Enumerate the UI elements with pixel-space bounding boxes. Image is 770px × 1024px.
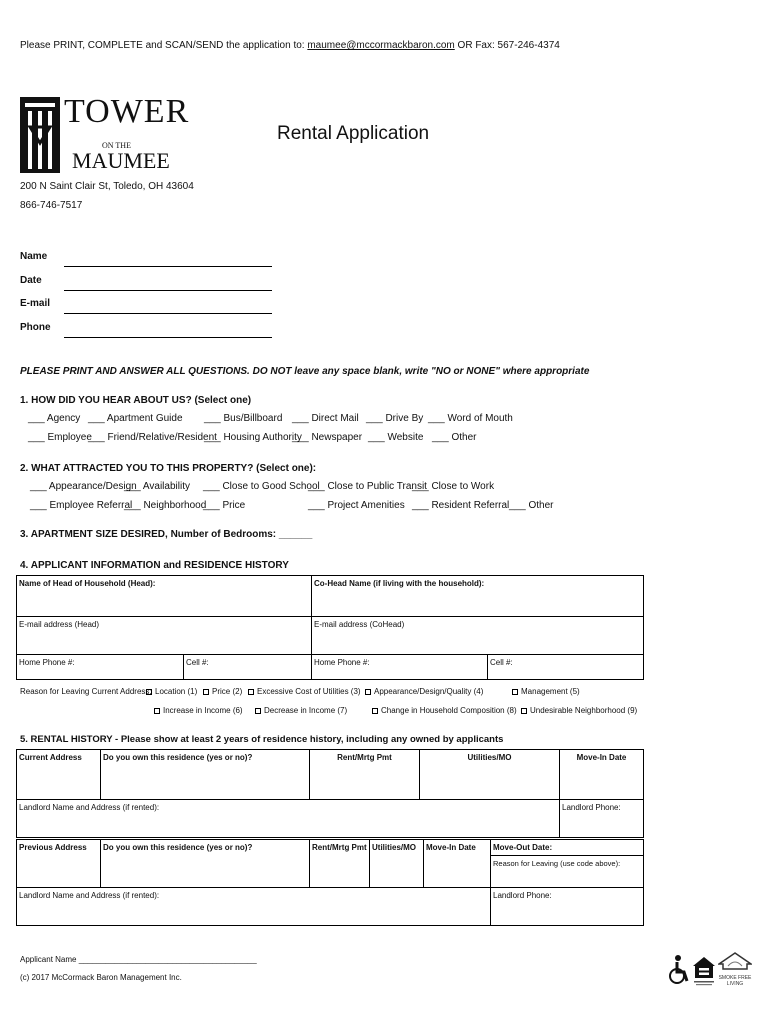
- move-in-cell[interactable]: Move-In Date: [560, 750, 644, 800]
- email-head-cell[interactable]: E-mail address (Head): [17, 617, 312, 655]
- reason-label: Reason for Leaving Current Address:: [20, 687, 152, 696]
- q2-option[interactable]: ___ Resident Referral: [412, 500, 510, 511]
- landlord-name-cell[interactable]: Landlord Name and Address (if rented):: [17, 888, 491, 926]
- date-field[interactable]: [64, 290, 272, 291]
- q1-option[interactable]: ___ Direct Mail: [292, 413, 359, 424]
- reason-option[interactable]: Appearance/Design/Quality (4): [365, 687, 483, 696]
- logo-maumee: MAUMEE: [72, 148, 170, 173]
- applicant-name-signature[interactable]: Applicant Name ________________________________________: [20, 955, 257, 964]
- head-name-cell[interactable]: Name of Head of Household (Head):: [17, 576, 312, 617]
- q1-option[interactable]: ___ Housing Authority: [204, 432, 302, 443]
- smoke-free-house-icon: [718, 952, 752, 970]
- reason-option[interactable]: Undesirable Neighborhood (9): [521, 706, 637, 715]
- q1-title: 1. HOW DID YOU HEAR ABOUT US? (Select one): [20, 395, 252, 406]
- checkbox[interactable]: [512, 689, 518, 695]
- address-street: 200 N Saint Clair St, Toledo, OH 43604: [20, 181, 194, 192]
- date-label: Date: [20, 275, 42, 286]
- home-phone-head-cell[interactable]: Home Phone #:: [17, 655, 184, 680]
- reason-option[interactable]: Change in Household Composition (8): [372, 706, 517, 715]
- q2-option[interactable]: ___ Other: [509, 500, 554, 511]
- q1-option[interactable]: ___ Word of Mouth: [428, 413, 513, 424]
- instructions: PLEASE PRINT AND ANSWER ALL QUESTIONS. DO NOT leave any space blank, write "NO or NONE" where appropriate: [20, 366, 590, 377]
- q2-option[interactable]: ___ Neighborhood: [124, 500, 207, 511]
- q2-option[interactable]: ___ Close to Work: [412, 481, 495, 492]
- copyright: (c) 2017 McCormack Baron Management Inc.: [20, 973, 182, 982]
- checkbox[interactable]: [365, 689, 371, 695]
- q1-option[interactable]: ___ Website: [368, 432, 424, 443]
- q1-option[interactable]: ___ Employee: [28, 432, 92, 443]
- own-residence-cell[interactable]: Do you own this residence (yes or no)?: [101, 840, 310, 888]
- landlord-phone-cell[interactable]: Landlord Phone:: [560, 800, 644, 838]
- page-title: Rental Application: [277, 123, 430, 144]
- q2-option[interactable]: ___ Close to Public Transit: [308, 481, 427, 492]
- q5-title: 5. RENTAL HISTORY - Please show at least 2 years of residence history, including any owned by applicants: [20, 734, 504, 745]
- reason-option[interactable]: Increase in Income (6): [154, 706, 243, 715]
- landlord-phone-cell[interactable]: Landlord Phone:: [491, 888, 644, 926]
- rent-cell[interactable]: Rent/Mrtg Pmt: [310, 750, 420, 800]
- move-in-cell[interactable]: Move-In Date: [424, 840, 491, 888]
- logo: [20, 93, 190, 175]
- rent-cell[interactable]: Rent/Mrtg Pmt: [310, 840, 370, 888]
- current-address-cell[interactable]: Current Address: [17, 750, 101, 800]
- accessibility-icon: [668, 954, 690, 986]
- q1-option[interactable]: ___ Bus/Billboard: [204, 413, 283, 424]
- move-out-cell[interactable]: [491, 840, 644, 888]
- reason-leaving-label: Reason for Leaving (use code above):: [493, 859, 621, 868]
- q2-title: 2. WHAT ATTRACTED YOU TO THIS PROPERTY? (Select one):: [20, 463, 317, 474]
- reason-option[interactable]: Management (5): [512, 687, 580, 696]
- q2-option[interactable]: ___ Close to Good School: [203, 481, 320, 492]
- q2-option[interactable]: ___ Availability: [124, 481, 190, 492]
- phone-label: Phone: [20, 322, 51, 333]
- utilities-cell[interactable]: Utilities/MO: [420, 750, 560, 800]
- previous-address-cell[interactable]: Previous Address: [17, 840, 101, 888]
- previous-address-table: [16, 839, 644, 926]
- checkbox[interactable]: [203, 689, 209, 695]
- q1-option[interactable]: ___ Friend/Relative/Resident: [88, 432, 217, 443]
- smoke-free-text-2: LIVING: [726, 981, 744, 987]
- checkbox[interactable]: [521, 708, 527, 714]
- utilities-cell[interactable]: Utilities/MO: [370, 840, 424, 888]
- checkbox[interactable]: [146, 689, 152, 695]
- checkbox[interactable]: [372, 708, 378, 714]
- move-out-label: Move-Out Date:: [491, 840, 643, 856]
- landlord-name-cell[interactable]: Landlord Name and Address (if rented):: [17, 800, 560, 838]
- q2-option[interactable]: ___ Price: [203, 500, 246, 511]
- email-label: E-mail: [20, 298, 51, 309]
- q1-option[interactable]: ___ Other: [432, 432, 477, 443]
- applicant-info-table: [16, 575, 644, 680]
- phone-field[interactable]: [64, 337, 272, 338]
- q1-option[interactable]: ___ Agency: [28, 413, 81, 424]
- reason-option[interactable]: Price (2): [203, 687, 242, 696]
- tower-logo-icon: [20, 97, 60, 173]
- reason-option[interactable]: Decrease in Income (7): [255, 706, 347, 715]
- reason-option[interactable]: Excessive Cost of Utilities (3): [248, 687, 361, 696]
- email-field[interactable]: [64, 313, 272, 314]
- checkbox[interactable]: [248, 689, 254, 695]
- cell-head-cell[interactable]: Cell #:: [184, 655, 312, 680]
- q2-option[interactable]: ___ Project Amenities: [308, 500, 405, 511]
- email-cohead-cell[interactable]: E-mail address (CoHead): [312, 617, 644, 655]
- q4-title: 4. APPLICANT INFORMATION and RESIDENCE HISTORY: [20, 560, 289, 571]
- equal-housing-icon: [692, 956, 716, 986]
- reason-option[interactable]: Location (1): [146, 687, 197, 696]
- q2-option[interactable]: ___ Employee Referral: [30, 500, 133, 511]
- email-link[interactable]: maumee@mccormackbaron.com: [307, 40, 455, 51]
- q1-option[interactable]: ___ Newspaper: [292, 432, 363, 443]
- logo-on-the: ON THE: [102, 141, 131, 150]
- checkbox[interactable]: [255, 708, 261, 714]
- current-address-table: [16, 749, 644, 838]
- home-phone-cohead-cell[interactable]: Home Phone #:: [312, 655, 488, 680]
- name-label: Name: [20, 251, 48, 262]
- address-phone: 866-746-7517: [20, 200, 83, 211]
- logo-tower: TOWER: [64, 93, 190, 130]
- cell-cohead-cell[interactable]: Cell #:: [488, 655, 644, 680]
- cohead-name-cell[interactable]: Co-Head Name (if living with the household):: [312, 576, 644, 617]
- smoke-free-badge: [718, 952, 752, 986]
- checkbox[interactable]: [154, 708, 160, 714]
- q2-option[interactable]: ___ Appearance/Design: [30, 481, 137, 492]
- smoke-free-text-1: SMOKE FREE: [718, 975, 752, 981]
- q1-option[interactable]: ___ Drive By: [366, 413, 424, 424]
- own-residence-cell[interactable]: Do you own this residence (yes or no)?: [101, 750, 310, 800]
- q1-option[interactable]: ___ Apartment Guide: [88, 413, 183, 424]
- q3-title[interactable]: 3. APARTMENT SIZE DESIRED, Number of Bedrooms: ______: [20, 529, 313, 540]
- header-instruction: Please PRINT, COMPLETE and SCAN/SEND the application to: maumee@mccormackbaron.com OR Fax: 567-246-4374: [20, 40, 560, 51]
- name-field[interactable]: [64, 266, 272, 267]
